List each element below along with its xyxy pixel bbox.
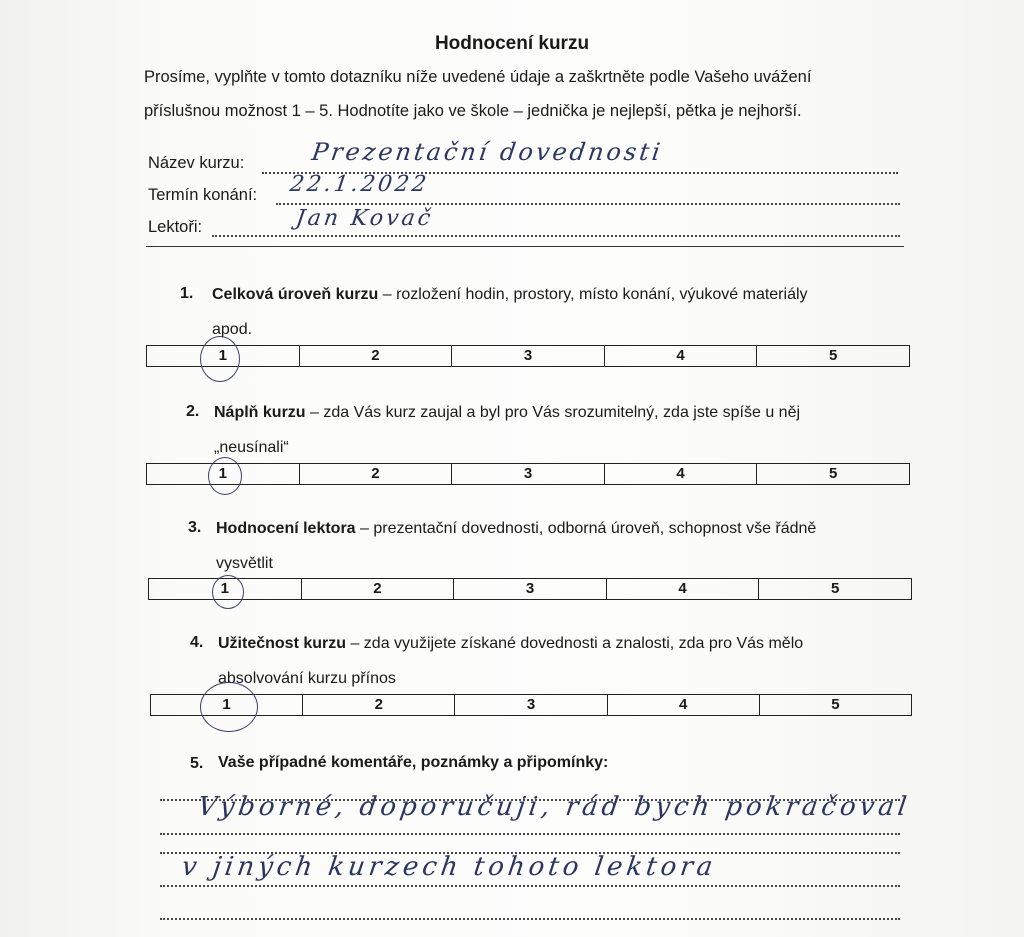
question-1-option-4[interactable]: 4 (605, 346, 758, 366)
question-3-option-3[interactable]: 3 (454, 579, 607, 599)
header-divider (146, 246, 904, 247)
question-4-option-3[interactable]: 3 (455, 695, 607, 715)
question-4-text (218, 626, 918, 696)
question-4-description: – zda využijete získané dovednosti a znalosti, zda pro Vás mělo (346, 635, 804, 652)
question-4-description-cont: absolvování kurzu přínos (218, 670, 396, 687)
question-2-title: Náplň kurzu (214, 404, 306, 421)
question-4-title: Užitečnost kurzu (218, 635, 347, 652)
question-2-option-1[interactable]: 1 (147, 464, 300, 484)
question-1-scale (146, 345, 910, 367)
question-2-number: 2. (186, 403, 200, 420)
question-3-option-5[interactable]: 5 (831, 580, 840, 597)
question-4-option-2[interactable]: 2 (303, 695, 455, 715)
question-3-number: 3. (188, 519, 202, 536)
question-4-scale (150, 694, 912, 716)
question-3-description: – prezentační dovednosti, odborná úroveň, schopnost vše řádně (355, 520, 817, 537)
lecturer-value[interactable]: Jan Kovač (294, 206, 435, 231)
lecturer-label: Lektoři: (148, 218, 203, 236)
question-4-option-1[interactable]: 1 (151, 695, 303, 715)
question-2-option-2[interactable]: 2 (300, 464, 453, 484)
question-3-option-2[interactable]: 2 (302, 579, 455, 599)
date-line (276, 203, 900, 205)
question-4-number: 4. (190, 634, 204, 651)
question-5-title: Vaše případné komentáře, poznámky a připomínky: (218, 754, 609, 771)
question-4-option-4[interactable]: 4 (608, 695, 760, 715)
question-3-option-1[interactable]: 1 (149, 579, 302, 599)
lecturer-line (212, 235, 900, 237)
course-name-label: Název kurzu: (148, 154, 245, 172)
comment-handwritten-2[interactable]: v jiných kurzech tohoto lektora (179, 852, 719, 882)
question-1-option-2[interactable]: 2 (300, 346, 453, 366)
comment-line-2 (160, 833, 900, 835)
question-5-number: 5. (190, 755, 204, 772)
question-1-text (212, 277, 912, 347)
question-3-text (216, 511, 916, 581)
question-3-title: Hodnocení lektora (216, 520, 356, 537)
intro-line-1: Prosíme, vyplňte v tomto dotazníku níže uvedené údaje a zaškrtněte podle Vašeho uvážení (144, 68, 812, 86)
question-1-option-5[interactable]: 5 (829, 347, 838, 364)
intro-line-2: příslušnou možnost 1 – 5. Hodnotíte jako ve škole – jednička je nejlepší, pětka je nejhorší. (144, 102, 802, 120)
date-label: Termín konání: (148, 186, 258, 204)
question-2-scale (146, 463, 910, 485)
question-3-scale (148, 578, 912, 600)
question-2-option-3[interactable]: 3 (452, 464, 605, 484)
question-1-description-cont: apod. (212, 321, 253, 338)
form-title: Hodnocení kurzu (434, 33, 590, 54)
question-1-option-1[interactable]: 1 (147, 346, 300, 366)
comment-line-4 (160, 885, 900, 887)
question-2-description-cont: „neusínali“ (214, 439, 289, 456)
question-3-description-cont: vysvětlit (216, 555, 273, 572)
question-2-option-5[interactable]: 5 (829, 465, 838, 482)
question-2-option-4[interactable]: 4 (605, 464, 758, 484)
question-4-option-5[interactable]: 5 (831, 696, 840, 713)
question-2-description: – zda Vás kurz zaujal a byl pro Vás srozumitelný, zda jste spíše u něj (305, 404, 801, 421)
date-value[interactable]: 22.1.2022 (288, 172, 431, 197)
question-3-option-4[interactable]: 4 (607, 579, 760, 599)
question-1-option-3[interactable]: 3 (452, 346, 605, 366)
comment-handwritten-1[interactable]: Výborné, doporučuji, rád bych pokračoval (195, 792, 913, 822)
question-1-title: Celková úroveň kurzu (212, 286, 379, 303)
comment-line-5 (160, 918, 900, 920)
question-1-number: 1. (180, 285, 194, 302)
course-name-value[interactable]: Prezentační dovednosti (310, 138, 665, 166)
question-2-text (214, 395, 914, 465)
question-1-description: – rozložení hodin, prostory, místo konání, výukové materiály (378, 286, 808, 303)
